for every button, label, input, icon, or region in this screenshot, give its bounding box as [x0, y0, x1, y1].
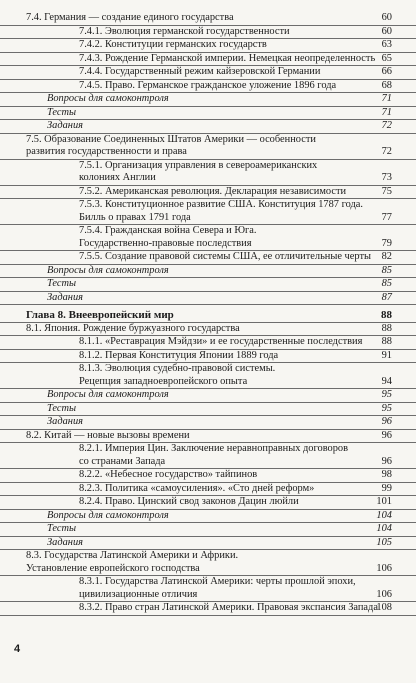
page-number: 4	[14, 643, 21, 655]
toc-entry[interactable]	[0, 336, 416, 350]
toc-entry-title	[79, 160, 390, 185]
toc-entry-title	[26, 134, 390, 159]
toc-entry-page: 95	[381, 389, 392, 400]
toc-entry[interactable]	[0, 350, 416, 364]
toc-entry-line: Задания	[47, 291, 83, 303]
toc-entry-page: 104	[376, 523, 392, 534]
toc-entry-page: 87	[381, 291, 392, 303]
toc-entry[interactable]	[0, 251, 416, 265]
toc-entry-title	[79, 251, 390, 264]
toc-entry-line: Установление европейского господства	[26, 562, 200, 574]
toc-entry[interactable]	[0, 550, 416, 576]
toc-entry-line: Задания	[47, 120, 83, 131]
toc-entry[interactable]	[0, 80, 416, 94]
toc-entry-line: 7.5. Образование Соединенных Штатов Америки — особенности	[26, 133, 316, 145]
toc-entry-line: цивилизационные отличия	[79, 588, 198, 600]
toc-entry-line: Вопросы для самоконтроля	[47, 264, 169, 276]
toc-entry-title	[79, 483, 390, 496]
toc-entry-page: 95	[381, 402, 392, 414]
toc-entry[interactable]	[0, 66, 416, 80]
toc-entry-page: 106	[376, 588, 392, 600]
toc-entry-title	[79, 350, 390, 363]
toc-entry-title	[79, 496, 390, 509]
toc-entry-page: 71	[381, 93, 392, 104]
toc-entry-page: 65	[381, 52, 392, 64]
toc-entry[interactable]	[0, 483, 416, 497]
toc-entry-line: 8.3.1. Государства Латинской Америки: черты прошлой эпохи,	[79, 576, 356, 587]
toc-entry[interactable]	[0, 602, 416, 616]
toc-entry[interactable]	[0, 134, 416, 160]
toc-entry-title	[79, 443, 390, 468]
toc-entry[interactable]	[0, 416, 416, 430]
toc-entry-line: 7.4.3. Рождение Германской империи. Немецкая неопределенность	[79, 52, 376, 64]
toc-entry-line: 8.1. Япония. Рождение буржуазного государства	[26, 322, 240, 334]
toc-entry-page: 79	[381, 237, 392, 249]
toc-entry-line: Вопросы для самоконтроля	[47, 93, 169, 104]
toc-entry-title	[47, 265, 390, 278]
toc-entry-line: 7.5.2. Американская революция. Декларация независимости	[79, 185, 347, 197]
toc-entry[interactable]	[0, 278, 416, 292]
toc-entry[interactable]	[0, 39, 416, 53]
toc-entry-page: 71	[381, 106, 392, 118]
toc-entry-line: 7.4.4. Государственный режим кайзеровской Германии	[79, 66, 321, 77]
toc-entry-page: 96	[381, 455, 392, 467]
toc-entry-page: 88	[381, 322, 392, 334]
toc-entry-page: 72	[381, 120, 392, 131]
toc-entry-page: 73	[381, 172, 392, 183]
toc-entry-page: 85	[381, 264, 392, 276]
toc-entry-page: 91	[381, 349, 392, 361]
toc-entry-line: 7.5.1. Организация управления в североамериканских	[79, 159, 318, 171]
toc-entry-title	[79, 576, 390, 601]
toc-entry-title	[79, 199, 390, 224]
toc-entry-line: развития государственности и права	[26, 146, 187, 157]
toc-entry-title	[47, 416, 390, 429]
toc-entry-line: 8.3.2. Право стран Латинской Америки. Правовая экспансия Запада	[79, 602, 378, 613]
toc-entry-title	[79, 602, 390, 615]
toc-entry-line: 8.1.3. Эволюция судебно-правовой системы.	[79, 363, 276, 374]
toc-entry[interactable]	[0, 496, 416, 510]
toc-entry-line: Глава 8. Внеевропейский мир	[26, 309, 174, 321]
toc-entry[interactable]	[0, 160, 416, 186]
toc-entry-line: 7.4.1. Эволюция германской государственности	[79, 25, 290, 37]
toc-entry[interactable]	[0, 292, 416, 306]
toc-entry[interactable]	[0, 443, 416, 469]
toc-entry-line: 7.5.4. Гражданская война Севера и Юга.	[79, 225, 257, 236]
toc-entry-page: 108	[376, 602, 392, 613]
toc-entry[interactable]	[0, 186, 416, 200]
toc-entry-line: 7.4.5. Право. Германское гражданское уложение 1896 года	[79, 79, 337, 91]
toc-entry-line: 8.2.4. Право. Цинский свод законов Дацин люйли	[79, 496, 299, 507]
toc-entry[interactable]	[0, 576, 416, 602]
toc-entry-title	[47, 510, 390, 523]
toc-entry-title	[26, 309, 390, 322]
toc-entry[interactable]	[0, 363, 416, 389]
toc-entry-title	[47, 278, 390, 291]
toc-entry-title	[47, 523, 390, 536]
toc-entry[interactable]	[0, 469, 416, 483]
toc-entry-page: 68	[381, 79, 392, 91]
toc-entry-page: 82	[381, 251, 392, 262]
toc-entry-page: 66	[381, 66, 392, 77]
toc-entry-line: 7.4.2. Конституции германских государств	[79, 39, 267, 50]
toc-entry-line: 8.2.1. Империя Цин. Заключение неравноправных договоров	[79, 443, 349, 454]
toc-entry-title	[26, 12, 390, 25]
toc-entry-title	[47, 389, 390, 402]
toc-entry-page: 85	[381, 278, 392, 289]
toc-entry[interactable]	[0, 199, 416, 225]
toc-entry-line: Вопросы для самоконтроля	[47, 389, 169, 400]
toc-entry-page: 88	[381, 336, 392, 347]
toc-entry[interactable]	[0, 120, 416, 134]
toc-entry-title	[79, 26, 390, 39]
toc-entry-title	[79, 39, 390, 52]
toc-entry[interactable]	[0, 26, 416, 40]
toc-entry[interactable]	[0, 389, 416, 403]
toc-chapter[interactable]	[0, 309, 416, 323]
toc-entry-title	[47, 107, 390, 120]
toc-entry[interactable]	[0, 225, 416, 251]
toc-entry[interactable]	[0, 93, 416, 107]
toc-entry-page: 105	[376, 536, 392, 548]
toc-entry-title	[26, 550, 390, 575]
toc-entry-line: Государственно-правовые последствия	[79, 237, 252, 249]
toc-entry-line: 8.2. Китай — новые вызовы времени	[26, 429, 190, 441]
toc-entry[interactable]	[0, 403, 416, 417]
toc-entry[interactable]	[0, 53, 416, 67]
toc-entry-line: 7.5.3. Конституционное развитие США. Конституция 1787 года.	[79, 199, 363, 210]
toc-entry[interactable]	[0, 323, 416, 337]
toc-entry[interactable]	[0, 430, 416, 444]
toc-entry-page: 96	[381, 429, 392, 441]
toc-entry-line: со странами Запада	[79, 455, 166, 467]
toc-entry-line: Вопросы для самоконтроля	[47, 509, 169, 521]
toc-entry-line: Задания	[47, 416, 83, 427]
toc-entry-title	[79, 336, 390, 349]
toc-entry[interactable]	[0, 265, 416, 279]
toc-entry-title	[79, 363, 390, 388]
toc-entry-page: 99	[381, 482, 392, 494]
toc-entry-page: 96	[381, 416, 392, 427]
toc-entry-page: 98	[381, 469, 392, 480]
toc-entry-page: 75	[381, 185, 392, 197]
toc-entry[interactable]	[0, 510, 416, 524]
toc-entry-line: 7.5.5. Создание правовой системы США, ее отличительные черты	[79, 251, 371, 262]
toc-entry-title	[79, 66, 390, 79]
toc-entry-title	[47, 292, 390, 305]
toc-entry-page: 104	[376, 509, 392, 521]
toc-entry-title	[47, 537, 390, 550]
toc-entry-title	[47, 120, 390, 133]
toc-entry-page: 94	[381, 375, 392, 387]
toc-entry-title	[26, 323, 390, 336]
toc-entry-line: Билль о правах 1791 года	[79, 211, 191, 223]
toc-entry-title	[47, 403, 390, 416]
toc-entry-line: 8.1.2. Первая Конституция Японии 1889 года	[79, 349, 279, 361]
toc-entry[interactable]	[0, 523, 416, 537]
toc-entry-line: Задания	[47, 536, 83, 548]
toc-entry-line: 8.2.2. «Небесное государство» тайпинов	[79, 469, 258, 480]
toc-entry-page: 63	[381, 39, 392, 50]
toc-entry-line: Тесты	[47, 278, 77, 289]
toc-entry-page: 106	[376, 562, 392, 574]
toc-entry-title	[26, 430, 390, 443]
toc-entry-line: Тесты	[47, 523, 77, 534]
toc-entry-line: колониях Англии	[79, 172, 156, 183]
toc-entry-line: 8.2.3. Политика «самоусиления». «Сто дней реформ»	[79, 482, 315, 494]
toc-entry-line: 7.4. Германия — создание единого государства	[26, 12, 234, 23]
toc-entry-page: 72	[381, 146, 392, 157]
toc-entry-title	[79, 80, 390, 93]
toc-entry-title	[79, 225, 390, 250]
toc-entry-page: 77	[381, 211, 392, 223]
toc-entry[interactable]	[0, 537, 416, 551]
toc-entry-page: 60	[381, 12, 392, 23]
toc-entry-title	[79, 53, 390, 66]
toc-entry-page: 88	[381, 309, 392, 321]
toc-entry-page: 60	[381, 25, 392, 37]
toc-entry[interactable]	[0, 107, 416, 121]
toc-entry[interactable]	[0, 12, 416, 26]
table-of-contents	[0, 12, 416, 616]
toc-entry-line: Тесты	[47, 106, 77, 118]
toc-entry-page: 101	[376, 496, 392, 507]
toc-entry-line: Тесты	[47, 402, 77, 414]
toc-entry-line: Рецепция западноевропейского опыта	[79, 375, 248, 387]
toc-entry-line: 8.3. Государства Латинской Америки и Африки.	[26, 550, 239, 561]
toc-entry-title	[47, 93, 390, 106]
toc-entry-line: 8.1.1. «Реставрация Мэйдзи» и ее государственные последствия	[79, 336, 363, 347]
toc-entry-title	[79, 469, 390, 482]
toc-entry-title	[79, 186, 390, 199]
